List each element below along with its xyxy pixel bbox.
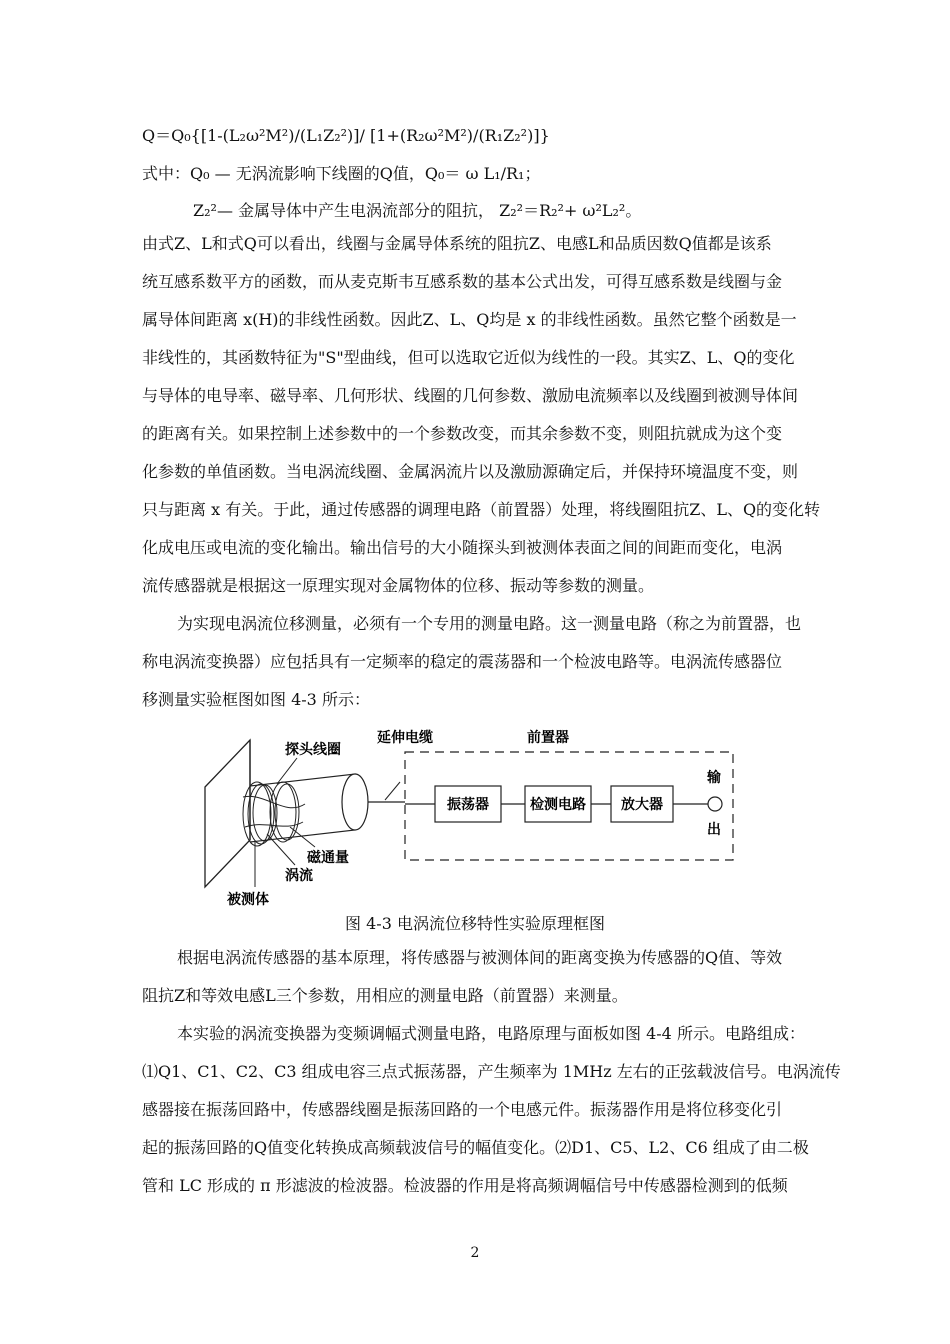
output-label-top: 输 [707, 770, 721, 786]
paragraph-line: 本实验的涡流变换器为变频调幅式测量电路，电路原理与面板如图 4-4 所示。电路组成： [177, 1024, 805, 1043]
oscillator-label: 振荡器 [447, 797, 489, 813]
q-formula: Q＝Q₀{[1-(L₂ω²M²)/(L₁Z₂²)]/ [1+(R₂ω²M²)/(R₁Z₂²)]} [142, 126, 550, 145]
paragraph-line: 管和 LC 形成的 π 形滤波的检波器。检波器的作用是将高频调幅信号中传感器检测到的低频 [142, 1176, 788, 1195]
paragraph-line: 非线性的，其函数特征为"S"型曲线，但可以选取它近似为线性的一段。其实Z、L、Q的变化 [142, 348, 795, 367]
paragraph-line: 感器接在振荡回路中，传感器线圈是振荡回路的一个电感元件。振荡器作用是将位移变化引 [142, 1100, 783, 1119]
measured-object-label: 被测体 [227, 892, 269, 908]
paragraph-line: 称电涡流变换器）应包括具有一定频率的稳定的震荡器和一个检波电路等。电涡流传感器位 [142, 652, 783, 671]
paragraph-line: 化参数的单值函数。当电涡流线圈、金属涡流片以及激励源确定后，并保持环境温度不变，则 [142, 462, 799, 481]
output-terminal [708, 797, 722, 811]
paragraph-line: 化成电压或电流的变化输出。输出信号的大小随探头到被测体表面之间的间距而变化，电涡 [142, 538, 783, 557]
paragraph-line: 为实现电涡流位移测量，必须有一个专用的测量电路。这一测量电路（称之为前置器，也 [177, 614, 802, 633]
eddy-current-label: 涡流 [285, 868, 313, 884]
extension-cable-label: 延伸电缆 [377, 730, 433, 746]
paragraph-line: 根据电涡流传感器的基本原理，将传感器与被测体间的距离变换为传感器的Q值、等效 [177, 948, 783, 967]
paragraph-line: 只与距离 x 有关。于此，通过传感器的调理电路（前置器）处理，将线圈阻抗Z、L、Q的变化转 [142, 500, 821, 519]
figure-caption: 图 4-3 电涡流位移特性实验原理框图 [345, 914, 605, 933]
paragraph-line: 起的振荡回路的Q值变化转换成高频载波信号的幅值变化。⑵D1、C5、L2、C6 组成了由二极 [142, 1138, 809, 1157]
paragraph-line: 统互感系数平方的函数，而从麦克斯韦互感系数的基本公式出发，可得互感系数是线圈与金 [142, 272, 783, 291]
paragraph-line: 与导体的电导率、磁导率、几何形状、线圈的几何参数、激励电流频率以及线圈到被测导体间 [142, 386, 799, 405]
detector-label: 检测电路 [530, 797, 586, 813]
paragraph-line: 的距离有关。如果控制上述参数中的一个参数改变，而其余参数不变，则阻抗就成为这个变 [142, 424, 783, 443]
amplifier-label: 放大器 [621, 797, 663, 813]
probe-body [250, 774, 355, 842]
output-label-bottom: 出 [707, 822, 721, 838]
paragraph-line: 流传感器就是根据这一原理实现对金属物体的位移、振动等参数的测量。 [142, 576, 655, 595]
magnetic-flux-label: 磁通量 [307, 850, 349, 866]
z2-definition: Z₂²— 金属导体中产生电涡流部分的阻抗， Z₂²＝R₂²+ ω²L₂²。 [193, 201, 642, 220]
paragraph-line: ⑴Q1、C1、C2、C3 组成电容三点式振荡器，产生频率为 1MHz 左右的正弦载波信号。电涡流传 [142, 1062, 841, 1081]
paragraph-line: 移测量实验框图如图 4-3 所示： [142, 690, 370, 709]
probe-coil-label: 探头线圈 [285, 742, 341, 758]
paragraph-line: 属导体间距离 x(H)的非线性函数。因此Z、L、Q均是 x 的非线性函数。虽然它整个函数是一 [142, 310, 797, 329]
preamp-label: 前置器 [527, 730, 569, 746]
paragraph-line: 由式Z、L和式Q可以看出，线圈与金属导体系统的阻抗Z、电感L和品质因数Q值都是该系 [142, 234, 772, 253]
probe-end [342, 774, 368, 830]
paragraph-line: 阻抗Z和等效电感L三个参数，用相应的测量电路（前置器）来测量。 [142, 986, 628, 1005]
eddy-current-block-diagram [195, 722, 735, 912]
q0-definition: 式中：Q₀ — 无涡流影响下线圈的Q值，Q₀＝ ω L₁/R₁； [142, 164, 541, 183]
page-number: 2 [470, 1245, 480, 1261]
